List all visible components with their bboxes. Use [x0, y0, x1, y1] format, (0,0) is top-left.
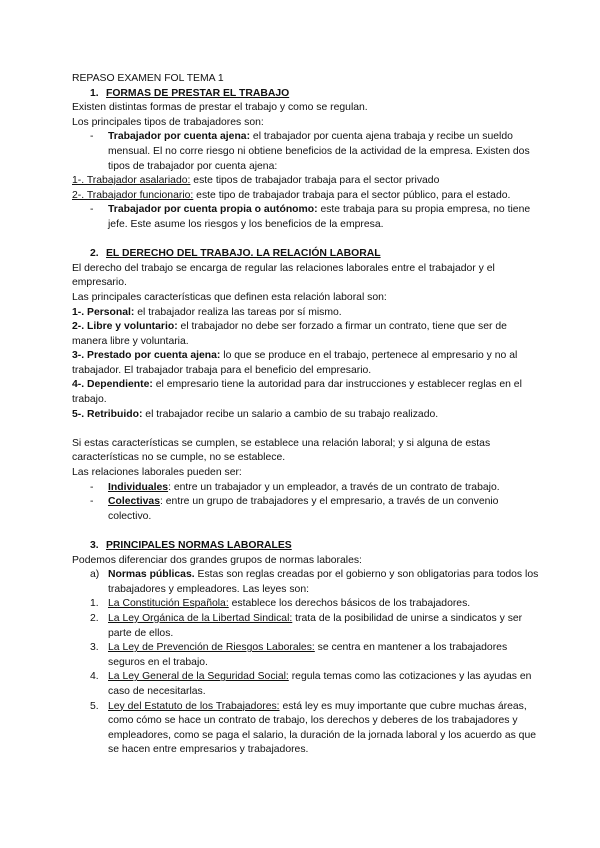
- section-3-title: PRINCIPALES NORMAS LABORALES: [106, 540, 292, 551]
- section-3-heading: [72, 539, 542, 554]
- type-funcionario-label: 2-. Trabajador funcionario:: [72, 189, 194, 201]
- feature-personal-text: el trabajador realiza las tareas por sí mismo.: [134, 306, 342, 318]
- section-2-title: EL DERECHO DEL TRABAJO. LA RELACIÓN LABORAL: [106, 248, 381, 260]
- bullet-cuenta-propia-text: este trabaja para su propia empresa, no tiene jefe. Este asume los riesgos y los beneficios de la empresa.: [108, 204, 531, 230]
- law-number: 5.: [90, 700, 99, 712]
- section-1-title: FORMAS DE PRESTAR EL TRABAJO: [106, 87, 290, 99]
- law-number: 2.: [90, 612, 99, 624]
- law-name: La Ley Orgánica de la Libertad Sindical:: [108, 612, 293, 624]
- feature-libre-label: 2-. Libre y voluntario:: [72, 321, 178, 333]
- item-normas-publicas: [72, 568, 542, 597]
- law-text: está ley es muy importante que cubre muchas áreas, como cómo se hace un contrato de trabajo, los derechos y deberes de los trabajadores y empleadores, como se paga el salario, la duración de la jornada laboral y los acuerdo as que se hacen entre empresarios y trabajadores.: [108, 700, 537, 756]
- law-name: Ley del Estatuto de los Trabajadores:: [108, 700, 280, 712]
- section-1-heading: [72, 87, 542, 102]
- law-text: regula temas como las cotizaciones y las ayudas en caso de necesitarlas.: [108, 671, 532, 697]
- law-name: La Ley de Prevención de Riesgos Laborales:: [108, 642, 315, 654]
- type-asalariado-label: 1-. Trabajador asalariado:: [72, 175, 191, 187]
- type-asalariado: [72, 174, 542, 189]
- feature-dependiente-text: el empresario tiene la autoridad para dar instrucciones y establecer reglas en el trabajo.: [72, 379, 522, 406]
- feature-retribuido-text: el trabajador recibe un salario a cambio de su trabajo realizado.: [142, 408, 439, 420]
- law-text: se centra en mantener a los trabajadores seguros en el trabajo.: [108, 642, 508, 668]
- bullet-individuales-text: : entre un trabajador y un empleador, a través de un contrato de trabajo.: [168, 481, 500, 493]
- bullet-cuenta-ajena-label: Trabajador por cuenta ajena:: [108, 131, 251, 143]
- bullet-individuales-label: Individuales: [108, 481, 169, 493]
- feature-dependiente-label: 4-. Dependiente:: [72, 379, 153, 391]
- law-item: [72, 597, 542, 612]
- section-2-conclusion: Si estas características se cumplen, se establece una relación laboral; y si alguna de estas características no se cumple, no se establece.: [72, 437, 491, 464]
- law-item: [72, 612, 542, 641]
- bullet-cuenta-propia: [72, 203, 542, 232]
- feature-cuenta-ajena-label: 3-. Prestado por cuenta ajena:: [72, 350, 221, 362]
- feature-libre-text: el trabajador no debe ser forzado a firmar un contrato, tiene que ser de manera libre y voluntaria.: [72, 321, 507, 347]
- bullet-individuales: [72, 481, 542, 496]
- feature-cuenta-ajena: [72, 349, 542, 378]
- feature-personal: [72, 306, 542, 321]
- type-funcionario-text: este tipo de trabajador trabaja para el sector público, para el estado.: [193, 189, 511, 201]
- feature-libre: [72, 320, 542, 349]
- law-text: establece los derechos básicos de los trabajadores.: [228, 598, 471, 610]
- item-normas-publicas-marker: a): [90, 569, 100, 581]
- document-page: [72, 72, 542, 758]
- bullet-cuenta-ajena: [72, 130, 542, 174]
- feature-dependiente: [72, 378, 542, 407]
- bullet-cuenta-propia-label: Trabajador por cuenta propia o autónomo:: [108, 204, 318, 216]
- document-title: REPASO EXAMEN FOL TEMA 1: [72, 73, 224, 84]
- section-2-relations-lead: Las relaciones laborales pueden ser:: [72, 467, 242, 479]
- section-3-intro: Podemos diferenciar dos grandes grupos de normas laborales:: [72, 554, 362, 566]
- law-item: [72, 670, 542, 699]
- law-name: La Ley General de la Seguridad Social:: [108, 671, 289, 683]
- item-normas-publicas-label: Normas públicas.: [108, 569, 195, 581]
- section-1-intro: Existen distintas formas de prestar el trabajo y como se regulan.: [72, 102, 368, 114]
- bullet-colectivas-text: : entre un grupo de trabajadores y el empresario, a través de un convenio colectivo.: [108, 496, 499, 522]
- type-asalariado-text: este tipos de trabajador trabaja para el sector privado: [190, 175, 440, 187]
- bullet-colectivas-label: Colectivas: [108, 496, 160, 508]
- section-2-number: 2.: [90, 248, 99, 260]
- bullet-cuenta-ajena-text: el trabajador por cuenta ajena trabaja y recibe un sueldo mensual. El no corre riesgo ni obtiene beneficios de la actividad de la empresa. Existen dos tipos de trabajador por cuenta ajena:: [108, 131, 530, 172]
- section-1-types-lead: Los principales tipos de trabajadores son:: [72, 116, 264, 128]
- section-2-intro: El derecho del trabajo se encarga de regular las relaciones laborales entre el trabajador y el empresario.: [72, 262, 495, 289]
- law-number: 1.: [90, 598, 99, 610]
- law-number: 4.: [90, 671, 99, 683]
- section-1-number: 1.: [90, 87, 99, 99]
- feature-cuenta-ajena-text: lo que se produce en el trabajo, pertenece al empresario y no al trabajador. El trabajador trabaja para el beneficio del empresario.: [72, 350, 518, 376]
- law-item: [72, 641, 542, 670]
- bullet-colectivas: [72, 495, 542, 524]
- item-normas-publicas-text: Estas son reglas creadas por el gobierno y son obligatorias para todos los trabajadores y empleadores. Las leyes son:: [108, 569, 539, 595]
- feature-retribuido-label: 5-. Retribuido:: [72, 408, 143, 420]
- section-2-features-lead: Las principales características que definen esta relación laboral son:: [72, 291, 387, 303]
- feature-personal-label: 1-. Personal:: [72, 306, 135, 318]
- section-3-number: 3.: [90, 540, 99, 551]
- law-number: 3.: [90, 642, 99, 654]
- feature-retribuido: [72, 408, 542, 423]
- law-name: La Constitución Española:: [108, 598, 229, 610]
- law-text: trata de la posibilidad de unirse a sindicatos y ser parte de ellos.: [108, 612, 523, 639]
- section-2-heading: [72, 247, 542, 262]
- type-funcionario: [72, 189, 542, 204]
- law-item: [72, 700, 542, 758]
